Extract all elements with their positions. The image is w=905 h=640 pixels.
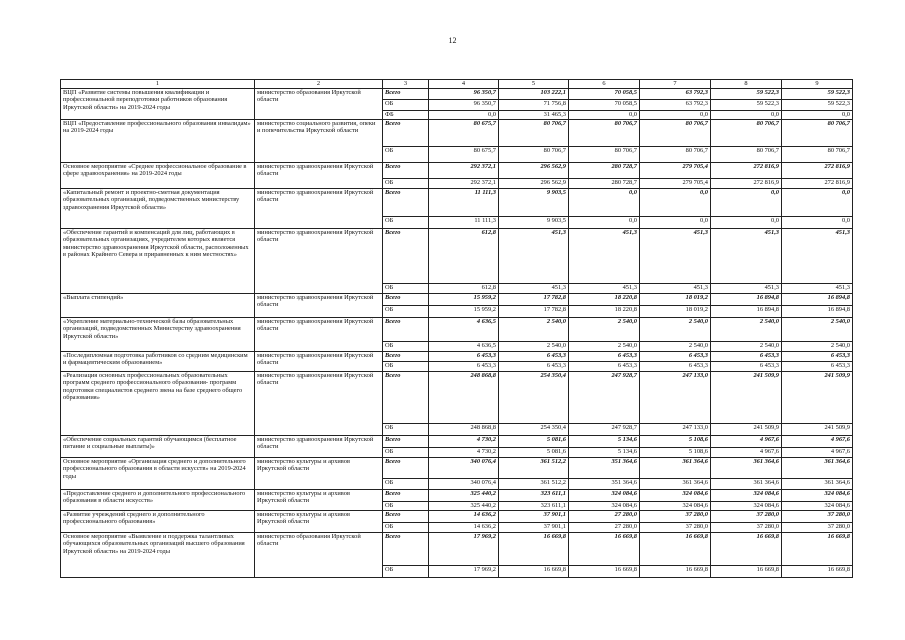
year-amount: 247 133,0 (640, 372, 711, 424)
funding-source: ОБ (383, 147, 429, 163)
year-amount: 5 081,6 (499, 436, 569, 448)
year-amount: 80 706,7 (711, 147, 782, 163)
program-name: «Выплата стипендий» (61, 294, 255, 318)
year-amount: 6 453,3 (782, 352, 853, 362)
year-amount: 16 894,8 (782, 294, 853, 306)
responsible-executor: министерство культуры и архивов Иркутской области (255, 490, 383, 511)
program-name: Основное мероприятие «Организация среднего и дополнительного профессионального образования в области искусств» на 2019-2024 годы (61, 458, 255, 490)
funding-source: ОБ (383, 306, 429, 318)
year-amount: 27 280,0 (569, 523, 640, 533)
year-amount: 103 222,1 (499, 89, 569, 100)
funding-source: ОБ (383, 100, 429, 111)
year-amount: 96 350,7 (429, 100, 499, 111)
year-amount: 325 440,2 (429, 502, 499, 511)
year-amount: 451,3 (711, 229, 782, 284)
year-amount: 6 453,3 (499, 352, 569, 362)
year-amount: 451,3 (640, 229, 711, 284)
table-row (61, 294, 853, 306)
year-amount: 248 868,8 (429, 372, 499, 424)
year-amount: 4 967,6 (711, 436, 782, 448)
year-amount: 351 364,6 (569, 479, 640, 490)
program-name: «Реализация основных профессиональных образовательных программ среднего профессионального образования- программ подготовки специалистов среднего звена на базе среднего общего образования» (61, 372, 255, 436)
year-amount: 451,3 (569, 284, 640, 294)
year-amount: 248 868,8 (429, 424, 499, 436)
program-name: «Обеспечение социальных гарантий обучающимся (бесплатное питание и социальные выплаты)» (61, 436, 255, 458)
year-amount: 11 111,3 (429, 189, 499, 217)
year-amount: 16 669,8 (569, 533, 640, 566)
funding-source: ОБ (383, 284, 429, 294)
year-amount: 451,3 (499, 229, 569, 284)
year-amount: 324 084,6 (782, 502, 853, 511)
funding-source: Всего (383, 533, 429, 566)
year-amount: 6 453,3 (429, 362, 499, 372)
year-amount: 6 453,3 (499, 362, 569, 372)
year-amount: 80 706,7 (499, 147, 569, 163)
responsible-executor: министерство социального развития, опеки и попечительства Иркутской области (255, 120, 383, 163)
year-amount: 16 894,8 (711, 294, 782, 306)
program-name: «Обеспечение гарантий и компенсаций для лиц, работающих в образовательных организациях, учредителем которых является министерство здравоохранения Иркутской области, расположенных в районах Крайнего Севера и приравненных к ним местностях» (61, 229, 255, 294)
year-amount: 63 792,3 (640, 100, 711, 111)
funding-source: ОБ (383, 424, 429, 436)
year-amount: 80 706,7 (782, 120, 853, 147)
year-amount: 17 782,8 (499, 294, 569, 306)
year-amount: 37 280,0 (782, 523, 853, 533)
year-amount: 80 706,7 (782, 147, 853, 163)
year-amount: 340 076,4 (429, 479, 499, 490)
year-amount: 296 562,9 (499, 179, 569, 189)
responsible-executor: министерство образования Иркутской области (255, 533, 383, 578)
year-amount: 16 669,8 (499, 566, 569, 578)
year-amount: 361 512,2 (499, 479, 569, 490)
responsible-executor: министерство здравоохранения Иркутской области (255, 436, 383, 458)
year-amount: 2 540,0 (499, 318, 569, 342)
year-amount: 361 364,6 (640, 479, 711, 490)
year-amount: 80 675,7 (429, 147, 499, 163)
year-amount: 0,0 (429, 111, 499, 120)
column-number-row (61, 80, 853, 89)
responsible-executor: министерство здравоохранения Иркутской области (255, 318, 383, 352)
table-row (61, 120, 853, 147)
year-amount: 70 058,5 (569, 100, 640, 111)
year-amount: 324 084,6 (569, 490, 640, 502)
year-amount: 324 084,6 (711, 502, 782, 511)
column-number: 1 (61, 80, 255, 89)
year-amount: 280 728,7 (569, 179, 640, 189)
year-amount: 16 669,8 (782, 533, 853, 566)
year-amount: 2 540,0 (782, 342, 853, 352)
year-amount: 2 540,0 (640, 318, 711, 342)
year-amount: 272 816,9 (782, 179, 853, 189)
program-name: Основное мероприятие «Среднее профессиональное образование в сфере здравоохранения» на 2019-2024 годы (61, 163, 255, 189)
year-amount: 279 705,4 (640, 163, 711, 179)
year-amount: 0,0 (782, 111, 853, 120)
table-row (61, 318, 853, 342)
year-amount: 9 903,5 (499, 189, 569, 217)
year-amount: 324 084,6 (640, 502, 711, 511)
responsible-executor: министерство здравоохранения Иркутской области (255, 352, 383, 372)
year-amount: 612,8 (429, 284, 499, 294)
funding-source: ОБ (383, 362, 429, 372)
year-amount: 4 730,2 (429, 448, 499, 458)
year-amount: 80 675,7 (429, 120, 499, 147)
year-amount: 80 706,7 (711, 120, 782, 147)
year-amount: 37 280,0 (711, 511, 782, 523)
year-amount: 241 509,9 (782, 372, 853, 424)
year-amount: 16 669,8 (782, 566, 853, 578)
column-number: 4 (429, 80, 499, 89)
year-amount: 272 816,9 (711, 163, 782, 179)
funding-source: Всего (383, 352, 429, 362)
program-name: ВЦП «Предоставление профессионального образования инвалидам» на 2019-2024 годы (61, 120, 255, 163)
year-amount: 0,0 (782, 189, 853, 217)
year-amount: 612,8 (429, 229, 499, 284)
year-amount: 80 706,7 (640, 147, 711, 163)
year-amount: 17 969,2 (429, 533, 499, 566)
year-amount: 31 465,3 (499, 111, 569, 120)
funding-source: ОБ (383, 502, 429, 511)
year-amount: 6 453,3 (569, 352, 640, 362)
table-row (61, 533, 853, 566)
year-amount: 2 540,0 (640, 342, 711, 352)
table-row (61, 89, 853, 100)
year-amount: 324 084,6 (569, 502, 640, 511)
year-amount: 2 540,0 (499, 342, 569, 352)
year-amount: 16 669,8 (640, 566, 711, 578)
year-amount: 37 280,0 (782, 511, 853, 523)
year-amount: 324 084,6 (640, 490, 711, 502)
funding-source: ОБ (383, 448, 429, 458)
year-amount: 0,0 (569, 217, 640, 229)
year-amount: 451,3 (782, 284, 853, 294)
year-amount: 96 350,7 (429, 89, 499, 100)
program-name: «Укрепление материально-технической базы образовательных организаций, подведомственных Министерству здравоохранения Иркутской области» (61, 318, 255, 352)
funding-source: Всего (383, 294, 429, 306)
year-amount: 0,0 (782, 217, 853, 229)
budget-table (60, 79, 853, 578)
year-amount: 6 453,3 (640, 362, 711, 372)
funding-source: Всего (383, 436, 429, 448)
column-number: 5 (499, 80, 569, 89)
year-amount: 451,3 (711, 284, 782, 294)
funding-source: Всего (383, 458, 429, 479)
funding-source: ОБ (383, 179, 429, 189)
year-amount: 0,0 (640, 217, 711, 229)
year-amount: 4 730,2 (429, 436, 499, 448)
year-amount: 2 540,0 (569, 318, 640, 342)
year-amount: 37 901,1 (499, 523, 569, 533)
year-amount: 71 756,8 (499, 100, 569, 111)
responsible-executor: министерство здравоохранения Иркутской области (255, 229, 383, 294)
funding-source: Всего (383, 229, 429, 284)
table-row (61, 458, 853, 479)
year-amount: 351 364,6 (569, 458, 640, 479)
year-amount: 323 611,1 (499, 502, 569, 511)
funding-source: Всего (383, 490, 429, 502)
year-amount: 9 903,5 (499, 217, 569, 229)
year-amount: 361 364,6 (782, 479, 853, 490)
table-row (61, 490, 853, 502)
funding-source: ФБ (383, 111, 429, 120)
year-amount: 6 453,3 (711, 362, 782, 372)
year-amount: 324 084,6 (711, 490, 782, 502)
year-amount: 254 350,4 (499, 424, 569, 436)
year-amount: 37 280,0 (640, 511, 711, 523)
year-amount: 2 540,0 (569, 342, 640, 352)
funding-source: Всего (383, 511, 429, 523)
year-amount: 80 706,7 (499, 120, 569, 147)
year-amount: 361 364,6 (711, 479, 782, 490)
year-amount: 5 081,6 (499, 448, 569, 458)
program-name: «Развитие учреждений среднего и дополнительного профессионального образования» (61, 511, 255, 533)
year-amount: 292 372,1 (429, 163, 499, 179)
funding-source: ОБ (383, 479, 429, 490)
year-amount: 0,0 (640, 189, 711, 217)
year-amount: 247 928,7 (569, 372, 640, 424)
year-amount: 361 364,6 (640, 458, 711, 479)
year-amount: 272 816,9 (711, 179, 782, 189)
year-amount: 80 706,7 (640, 120, 711, 147)
table-row (61, 352, 853, 362)
year-amount: 0,0 (711, 189, 782, 217)
year-amount: 241 509,9 (711, 372, 782, 424)
year-amount: 324 084,6 (782, 490, 853, 502)
year-amount: 296 562,9 (499, 163, 569, 179)
year-amount: 4 967,6 (782, 436, 853, 448)
funding-source: ОБ (383, 217, 429, 229)
year-amount: 15 959,2 (429, 306, 499, 318)
year-amount: 16 894,8 (782, 306, 853, 318)
year-amount: 0,0 (711, 217, 782, 229)
table-row (61, 229, 853, 284)
year-amount: 279 705,4 (640, 179, 711, 189)
year-amount: 2 540,0 (782, 318, 853, 342)
year-amount: 247 928,7 (569, 424, 640, 436)
year-amount: 6 453,3 (640, 352, 711, 362)
year-amount: 59 522,3 (711, 100, 782, 111)
funding-source: Всего (383, 372, 429, 424)
year-amount: 70 058,5 (569, 89, 640, 100)
responsible-executor: министерство здравоохранения Иркутской области (255, 294, 383, 318)
year-amount: 80 706,7 (569, 120, 640, 147)
program-name: Основное мероприятие «Выявление и поддержка талантливых обучающихся образовательных организаций высшего образования Иркутской области» на 2019-2024 годы (61, 533, 255, 578)
funding-source: Всего (383, 163, 429, 179)
year-amount: 361 512,2 (499, 458, 569, 479)
year-amount: 4 967,6 (711, 448, 782, 458)
year-amount: 16 669,8 (499, 533, 569, 566)
column-number: 2 (255, 80, 383, 89)
program-name: «Капитальный ремонт и проектно-сметная документация образовательных организаций, подведомственных министерству здравоохранения Иркутской области» (61, 189, 255, 229)
year-amount: 451,3 (499, 284, 569, 294)
year-amount: 18 220,8 (569, 294, 640, 306)
year-amount: 241 509,9 (711, 424, 782, 436)
column-number: 6 (569, 80, 640, 89)
table-row (61, 163, 853, 179)
year-amount: 18 220,8 (569, 306, 640, 318)
year-amount: 16 669,8 (569, 566, 640, 578)
year-amount: 5 108,6 (640, 436, 711, 448)
column-number: 7 (640, 80, 711, 89)
funding-source: Всего (383, 89, 429, 100)
year-amount: 17 969,2 (429, 566, 499, 578)
year-amount: 247 133,0 (640, 424, 711, 436)
table-body (61, 89, 853, 578)
year-amount: 59 522,3 (782, 89, 853, 100)
year-amount: 6 453,3 (569, 362, 640, 372)
year-amount: 2 540,0 (711, 342, 782, 352)
year-amount: 63 792,3 (640, 89, 711, 100)
year-amount: 292 372,1 (429, 179, 499, 189)
year-amount: 0,0 (711, 111, 782, 120)
year-amount: 18 019,2 (640, 306, 711, 318)
program-name: «Последипломная подготовка работников со средним медицинским и фармацевтическим образованием» (61, 352, 255, 372)
year-amount: 5 134,6 (569, 436, 640, 448)
responsible-executor: министерство культуры и архивов Иркутской области (255, 511, 383, 533)
year-amount: 59 522,3 (782, 100, 853, 111)
responsible-executor: министерство здравоохранения Иркутской области (255, 163, 383, 189)
table-row (61, 372, 853, 424)
table-row (61, 511, 853, 523)
year-amount: 0,0 (569, 189, 640, 217)
funding-source: ОБ (383, 342, 429, 352)
year-amount: 4 967,6 (782, 448, 853, 458)
year-amount: 451,3 (782, 229, 853, 284)
year-amount: 2 540,0 (711, 318, 782, 342)
year-amount: 14 636,2 (429, 523, 499, 533)
year-amount: 37 901,1 (499, 511, 569, 523)
year-amount: 6 453,3 (711, 352, 782, 362)
year-amount: 6 453,3 (429, 352, 499, 362)
year-amount: 16 669,8 (711, 533, 782, 566)
year-amount: 4 636,5 (429, 342, 499, 352)
year-amount: 59 522,3 (711, 89, 782, 100)
year-amount: 37 280,0 (640, 523, 711, 533)
funding-source: ОБ (383, 523, 429, 533)
year-amount: 4 636,5 (429, 318, 499, 342)
year-amount: 361 364,6 (711, 458, 782, 479)
year-amount: 280 728,7 (569, 163, 640, 179)
year-amount: 16 669,8 (711, 566, 782, 578)
page-number: 12 (448, 36, 457, 45)
year-amount: 241 509,9 (782, 424, 853, 436)
responsible-executor: министерство образования Иркутской области (255, 89, 383, 120)
year-amount: 16 669,8 (640, 533, 711, 566)
year-amount: 254 350,4 (499, 372, 569, 424)
year-amount: 80 706,7 (569, 147, 640, 163)
year-amount: 361 364,6 (782, 458, 853, 479)
year-amount: 0,0 (640, 111, 711, 120)
year-amount: 14 636,2 (429, 511, 499, 523)
year-amount: 16 894,8 (711, 306, 782, 318)
year-amount: 451,3 (640, 284, 711, 294)
year-amount: 325 440,2 (429, 490, 499, 502)
responsible-executor: министерство здравоохранения Иркутской области (255, 372, 383, 436)
year-amount: 6 453,3 (782, 362, 853, 372)
funding-source: Всего (383, 120, 429, 147)
column-number: 9 (782, 80, 853, 89)
year-amount: 27 280,0 (569, 511, 640, 523)
year-amount: 323 611,1 (499, 490, 569, 502)
column-number: 3 (383, 80, 429, 89)
year-amount: 5 134,6 (569, 448, 640, 458)
table-row (61, 436, 853, 448)
table-row (61, 189, 853, 217)
year-amount: 340 076,4 (429, 458, 499, 479)
year-amount: 5 108,6 (640, 448, 711, 458)
responsible-executor: министерство здравоохранения Иркутской области (255, 189, 383, 229)
responsible-executor: министерство культуры и архивов Иркутской области (255, 458, 383, 490)
year-amount: 17 782,8 (499, 306, 569, 318)
year-amount: 18 019,2 (640, 294, 711, 306)
year-amount: 37 280,0 (711, 523, 782, 533)
year-amount: 0,0 (569, 111, 640, 120)
year-amount: 15 959,2 (429, 294, 499, 306)
column-number: 8 (711, 80, 782, 89)
program-name: «Предоставление среднего и дополнительного профессионального образования в области искусств» (61, 490, 255, 511)
year-amount: 451,3 (569, 229, 640, 284)
funding-source: ОБ (383, 566, 429, 578)
funding-source: Всего (383, 189, 429, 217)
program-name: ВЦП «Развитие системы повышения квалификации и профессиональной переподготовки работников образования Иркутской области» на 2019-2024 годы (61, 89, 255, 120)
year-amount: 272 816,9 (782, 163, 853, 179)
funding-source: Всего (383, 318, 429, 342)
year-amount: 11 111,3 (429, 217, 499, 229)
